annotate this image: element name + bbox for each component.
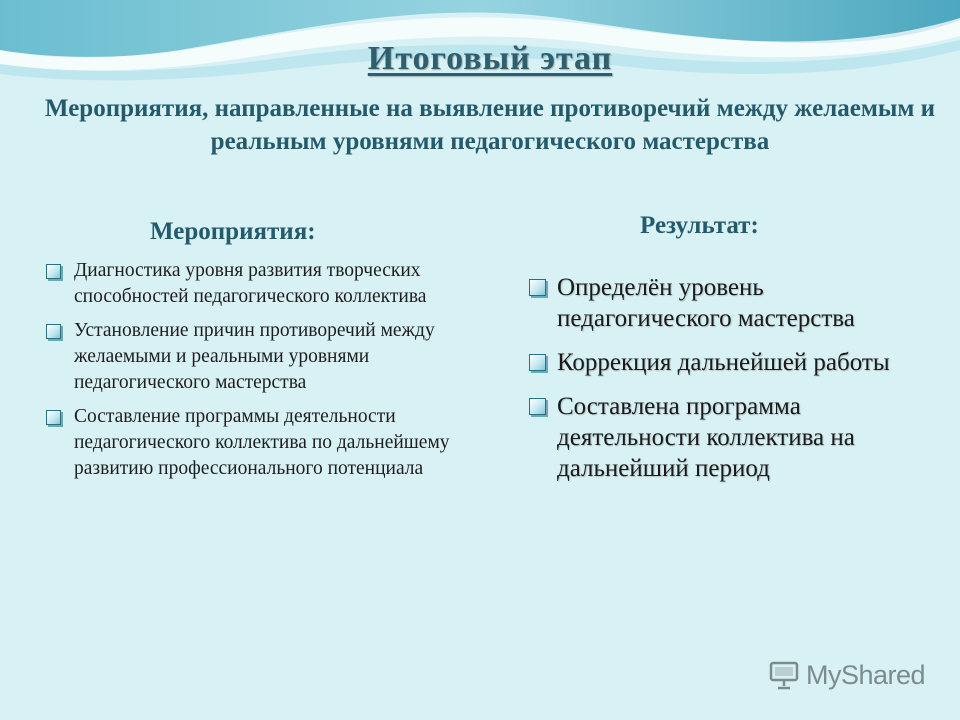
list-item-text: Составлена программа деятельности коллектива на дальнейший период: [557, 393, 855, 482]
list-item-text: Составление программы деятельности педагогического коллектива по дальнейшему развитию профессионального потенциала: [74, 406, 450, 479]
list-item-text: Определён уровень педагогического мастерства: [557, 274, 855, 332]
list-item: [44, 258, 464, 310]
slide-title: Итоговый этап: [367, 40, 613, 77]
square-bullet-icon: [46, 410, 61, 425]
list-item-text: Установление причин противоречий между желаемыми и реальными уровнями педагогического мастерства: [74, 320, 435, 393]
myshared-watermark: [768, 658, 925, 692]
list-item-text: Диагностика уровня развития творческих способностей педагогического коллектива: [74, 260, 427, 307]
list-item: [527, 347, 927, 378]
presentation-board-icon: [768, 659, 800, 691]
list-item: [44, 318, 464, 396]
square-bullet-icon: [46, 264, 61, 279]
results-list: [527, 272, 927, 497]
list-item-text: Коррекция дальнейшей работы: [557, 349, 890, 376]
slide-subtitle: Мероприятия, направленные на выявление противоречий между желаемым и реальным уровнями педагогического мастерства: [44, 95, 936, 155]
square-bullet-icon: [529, 354, 546, 371]
list-item: [44, 404, 464, 482]
left-column-heading: Мероприятия:: [150, 218, 316, 245]
square-bullet-icon: [46, 324, 61, 339]
activities-list: [44, 258, 464, 490]
square-bullet-icon: [529, 398, 546, 415]
square-bullet-icon: [529, 279, 546, 296]
list-item: [527, 391, 927, 484]
watermark-text: MyShared: [806, 659, 926, 690]
right-column-heading: Результат:: [640, 212, 759, 239]
list-item: [527, 272, 927, 334]
